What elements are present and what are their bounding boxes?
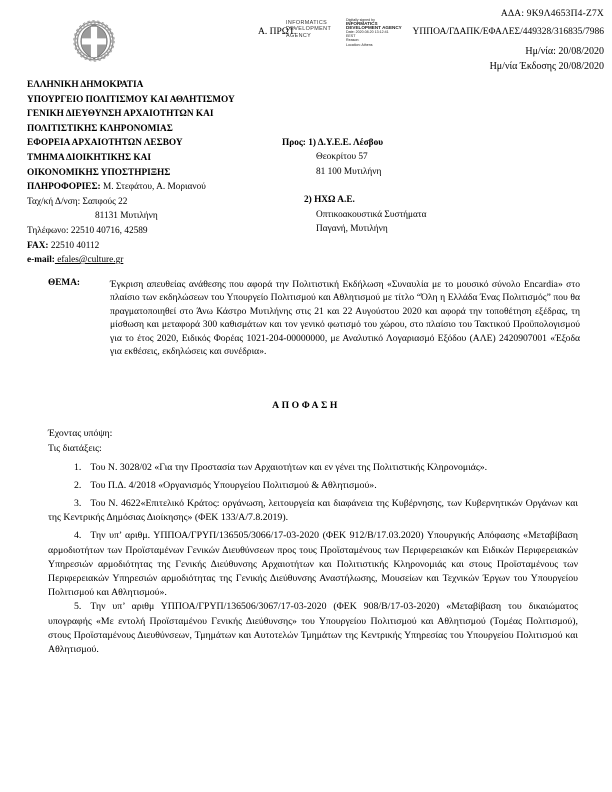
address-city-line: 81131 Μυτιλήνη (95, 211, 158, 222)
recipient-block (282, 136, 542, 236)
contact-info-value: Μ. Στεφάτου, Α. Μοριανού (100, 182, 206, 193)
decision-item-text: Την υπ’ αριθμ ΥΠΠΟΑ/ΓΡΥΠ/136506/3067/17-03-2020 (ΦΕΚ 908/Β/17-03-2020) «Μεταβίβαση του δικαιώματος υπογραφής «Με εντολή Προϊσταμένου Γενικής Διεύθυνσης» του Υπουργείου Πολιτισμού και Αθλητισμού (Τομέας Πολιτισμού), στους Προϊσταμένους Διευθύνσεων, Τμημάτων και Αυτοτελών Τμημάτων της Κεντρικής Υπηρεσίας του Υπουργείου Πολιτισμού και Αθλητισμού. (48, 601, 578, 656)
document-header (0, 0, 612, 76)
sender-org-line: ΕΛΛΗΝΙΚΗ ΔΗΜΟΚΡΑΤΙΑ (27, 80, 144, 90)
decision-item-text: Του Ν. 3028/02 «Για την Προστασία των Αρχαιοτήτων και εν γένει της Πολιτιστικής Κληρονομιάς». (90, 461, 488, 473)
contact-info-row (27, 180, 277, 195)
signature-line-1: Digitally signed by (346, 18, 375, 22)
recipient-detail: Οπτικοακουστικά Συστήματα (316, 209, 427, 220)
sender-org-line: ΤΜΗΜΑ ΔΙΟΙΚΗΤΙΚΗΣ ΚΑΙ (27, 152, 152, 163)
fax-label: FAX: (27, 240, 49, 251)
decision-item-text: Την υπ’ αριθμ. ΥΠΠΟΑ/ΓΡΥΠ/136505/3066/17-03-2020 (ΦΕΚ 912/Β/17.03.2020) Υπουργικής Απόφασης «Μεταβίβαση αρμοδιοτήτων των Προϊσταμένων Γενικών Διευθύνσεων προς τους Προϊσταμένους των Περιφερειακών και Ειδικών Περιφερειακών Υπηρεσιών αρμοδιότητας της Γενικής Διεύθυνσης Αρχαιοτήτων και Πολιτιστικής Κληρονομιάς και στους Προϊσταμένους των Περιφερειακών Υπηρεσιών αρμοδιότητας της Γενικής Διεύθυνσης Αναστήλωσης, Μουσείων και Τεχνικών Έργων του Υπουργείου Πολιτισμού και Αθλητισμού». (48, 530, 578, 599)
decision-title: ΑΠΟΦΑΣΗ (272, 400, 340, 412)
phone-row (27, 224, 277, 239)
recipient-street: Θεοκρίτου 57 (316, 152, 368, 163)
decision-item (48, 529, 578, 600)
signature-line-4: Date: 2020.08.20 13:12:41 (346, 30, 389, 35)
protocol-prefix-label: Α. ΠΡΩΤ. (258, 27, 297, 37)
protocol-number: ΥΠΠΟΑ/ΓΔΑΠΚ/ΕΦΑΛΕΣ/449328/316835/7986 (412, 27, 604, 37)
signature-line-7: Location: Athens (346, 42, 373, 47)
decision-item-text: Του Π.Δ. 4/2018 «Οργανισμός Υπουργείου Πολιτισμού & Αθλητισμού». (90, 479, 377, 491)
signature-line-5: EEST (346, 34, 356, 39)
address-block (0, 78, 612, 266)
subject-text: Έγκριση απευθείας ανάθεσης που αφορά την Πολιτιστική Εκδήλωση «Συναυλία με το μουσικό σύνολο Encardia» στο πλαίσιο των εκδηλώσεων του Υπουργείο Πολιτισμού και Αθλητισμού με τίτλο “Όλη η Ελλάδα Ένας Πολιτισμός” που θα πραγματοποιηθεί στο Άνω Κάστρο Μυτιλήνης στις 21 και 22 Αυγούστου 2020 και αφορά την τοποθέτηση εξέδρας, τη μίσθωση και μεταφορά 300 καθισμάτων και τον γενικό φωτισμό του χώρου, στο πλαίσιο του Τακτικού Προϋπολογισμού για το έτος 2020, Ειδικός Φορέας 1021-204-00000000, με Αναλυτικό Λογαριασμό Εξόδου (ΑΛΕ) 2420907001 «Έξοδα για εκθέσεις, εκδηλώσεις και συνέδρια». (110, 279, 580, 358)
recipient-city: Παγανή, Μυτιλήνη (316, 224, 388, 235)
phone-label: Τηλέφωνο: (27, 225, 69, 236)
fax-value: 22510 40112 (48, 240, 100, 251)
recipient-entry-number: 1) (305, 138, 316, 148)
address-label: Ταχ/κή Δ/νση: (27, 196, 81, 207)
subject-label: ΘΕΜΑ: (48, 278, 81, 288)
recipient-spacer (282, 179, 542, 193)
recipient-entry (282, 136, 542, 150)
email-row (27, 253, 277, 268)
recipient-entry-name: ΗΧΩ Α.Ε. (311, 195, 355, 206)
decision-item-number: 2. (74, 479, 82, 491)
decision-item-number: 5. (74, 601, 82, 613)
watermark-line-2: DEVELOPMENT (286, 26, 332, 33)
document-date: Ημ/νία: 20/08/2020 (525, 46, 604, 57)
recipient-city: 81 100 Μυτιλήνη (316, 166, 382, 177)
decision-item (48, 479, 578, 493)
phone-value: 22510 40716, 42589 (68, 225, 148, 236)
recipient-entry-number: 2) (304, 195, 312, 206)
watermark-line-3: AGENCY (286, 32, 312, 39)
sender-org-line: ΠΟΛΙΤΙΣΤΙΚΗΣ ΚΛΗΡΟΝΟΜΙΑΣ (27, 123, 173, 134)
address-row (27, 195, 277, 210)
ada-number: ΑΔΑ: 9Κ9Λ4653Π4-Ζ7Χ (500, 9, 604, 19)
sender-org-line: ΟΙΚΟΝΟΜΙΚΗΣ ΥΠΟΣΤΗΡΙΞΗΣ (27, 167, 171, 178)
decision-item-number: 1. (74, 461, 82, 473)
recipient-entry (282, 193, 542, 207)
recipient-to-label: Προς: (282, 138, 306, 148)
sender-block (27, 78, 277, 268)
decision-item (48, 461, 578, 475)
signature-line-3: DEVELOPMENT AGENCY (346, 25, 402, 31)
watermark-line-1: INFORMATICS (286, 20, 328, 26)
signature-line-6: Reason: (346, 38, 360, 43)
greek-coat-of-arms-emblem (66, 14, 122, 70)
fax-row (27, 239, 277, 254)
decision-intro-line: Έχοντας υπόψη: (48, 428, 113, 440)
decision-body (48, 427, 578, 657)
subject-section (48, 278, 580, 358)
decision-item-text: Του Ν. 4622«Επιτελικό Κράτος: οργάνωση, λειτουργεία και διαφάνεια της Κυβέρνησης, των Κυβερνητικών Οργάνων και της Κεντρικής Δημόσιας Διοίκησης» (ΦΕΚ 133/Α/7.8.2019). (48, 498, 578, 524)
contact-info-label: ΠΛΗΡΟΦΟΡΙΕΣ: (27, 182, 101, 193)
decision-item (48, 600, 578, 657)
sender-org-line: ΓΕΝΙΚΗ ΔΙΕΥΘΥΝΣΗ ΑΡΧΑΙΟΤΗΤΩΝ ΚΑΙ (27, 109, 214, 120)
decision-item-number: 4. (74, 530, 82, 542)
sender-org-line: ΕΦΟΡΕΙΑ ΑΡΧΑΙΟΤΗΤΩΝ ΛΕΣΒΟΥ (27, 138, 183, 149)
document-issue-date: Ημ/νία Έκδοσης 20/08/2020 (489, 61, 604, 72)
email-label: e-mail: (27, 255, 55, 266)
email-link[interactable]: efales@culture.gr (54, 255, 124, 266)
address-value: Σαπφούς 22 (80, 196, 128, 207)
recipient-entry-name: Δ.Υ.Ε.Ε. Λέσβου (315, 138, 384, 148)
sender-org-line: ΥΠΟΥΡΓΕΙΟ ΠΟΛΙΤΙΣΜΟΥ ΚΑΙ ΑΘΛΗΤΙΣΜΟΥ (27, 94, 235, 105)
decision-item-number: 3. (74, 498, 82, 510)
decision-item (48, 497, 578, 525)
decision-intro-line: Τις διατάξεις: (48, 443, 102, 455)
signature-line-2: INFORMATICS (346, 21, 378, 27)
